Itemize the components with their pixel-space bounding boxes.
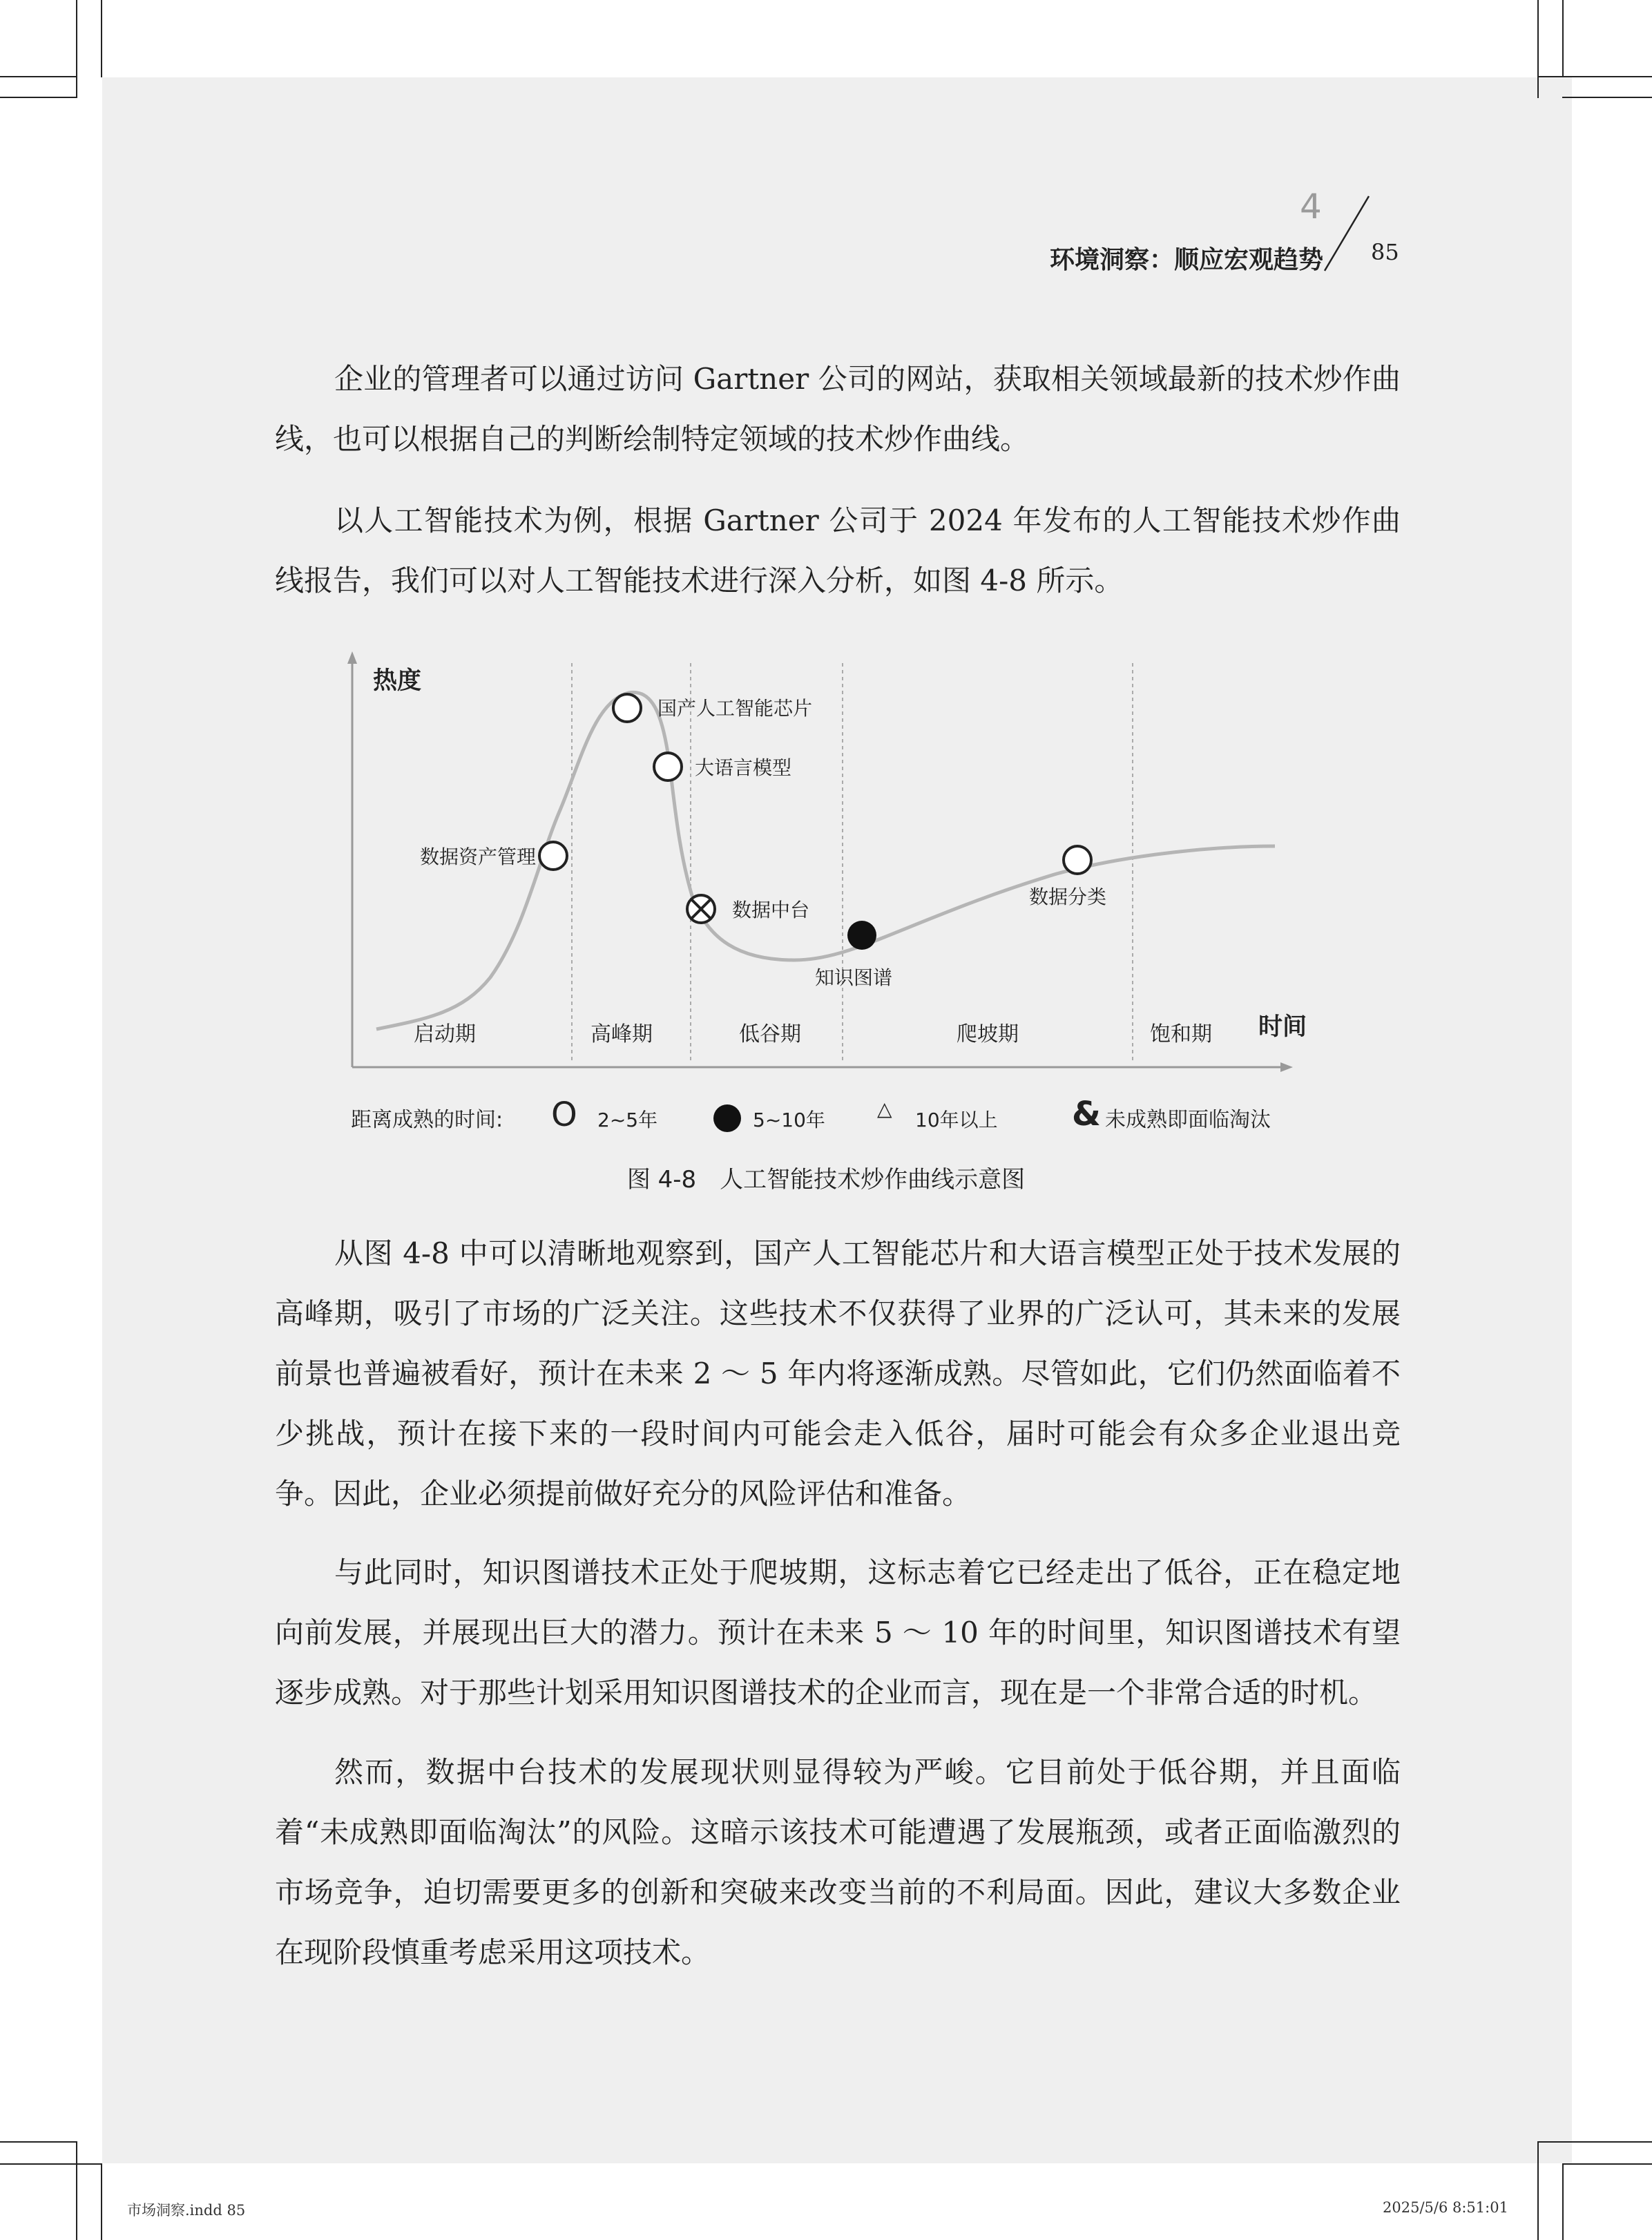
crop-mark	[0, 76, 76, 77]
phase-label: 饱和期	[1150, 1022, 1212, 1046]
crop-mark	[0, 2163, 102, 2165]
tech-label: 大语言模型	[695, 756, 792, 779]
y-axis-label: 热度	[373, 667, 422, 695]
crop-mark	[1562, 0, 1564, 77]
crop-mark	[1537, 2141, 1652, 2143]
legend-symbol-triangle: △	[877, 1098, 892, 1120]
crop-mark	[1537, 76, 1652, 77]
marker-domestic-ai-chip	[613, 694, 641, 722]
hype-cycle-chart	[325, 646, 1333, 1150]
y-axis-arrow	[347, 651, 357, 664]
crop-mark	[1537, 2141, 1539, 2240]
tech-label: 数据中台	[732, 899, 810, 921]
crop-mark	[76, 2141, 77, 2240]
crop-mark	[101, 2163, 102, 2240]
legend-symbol-filled-circle	[713, 1104, 741, 1132]
paragraph-1: 企业的管理者可以通过访问 Gartner 公司的网站，获取相关领域最新的技术炒作曲线，也可以根据自己的判断绘制特定领域的技术炒作曲线。	[275, 362, 1401, 456]
legend-label: 2~5年	[597, 1109, 658, 1131]
paragraph-3: 从图 4-8 中可以清晰地观察到，国产人工智能芯片和大语言模型正处于技术发展的高峰期，吸引了市场的广泛关注。这些技术不仅获得了业界的广泛认可，其未来的发展前景也普遍被看好，预计在未来 2 ～ 5 年内将逐渐成熟。尽管如此，它们仍然面临着不少挑战，预计在接下来的一段时间内可能会走入低谷，届时可能会有众多企业退出竞争。因此，企业必须提前做好充分的风险评估和准备。	[275, 1236, 1401, 1511]
paragraph-2: 以人工智能技术为例，根据 Gartner 公司于 2024 年发布的人工智能技术炒作曲线报告，我们可以对人工智能技术进行深入分析，如图 4-8 所示。	[275, 504, 1401, 597]
legend-symbol-ampersand: &	[1072, 1095, 1101, 1133]
header-slash	[1319, 193, 1374, 276]
tech-label: 数据分类	[1029, 886, 1107, 908]
legend-title: 距离成熟的时间:	[351, 1108, 503, 1132]
x-axis-label: 时间	[1258, 1013, 1307, 1041]
legend-label: 5~10年	[753, 1109, 825, 1131]
paragraph-4: 与此同时，知识图谱技术正处于爬坡期，这标志着它已经走出了低谷，正在稳定地向前发展，并展现出巨大的潜力。预计在未来 5 ～ 10 年的时间里，知识图谱技术有望逐步成熟。对于那些计划采用知识图谱技术的企业而言，现在是一个非常合适的时机。	[275, 1555, 1401, 1710]
figure-caption: 图 4-8 人工智能技术炒作曲线示意图	[626, 1166, 1026, 1194]
page-number: 85	[1371, 239, 1399, 265]
legend-label: 10年以上	[915, 1109, 998, 1131]
crop-mark	[0, 97, 76, 98]
marker-knowledge-graph	[847, 921, 876, 950]
crop-mark	[0, 2141, 77, 2143]
chapter-title: 环境洞察：顺应宏观趋势	[1050, 246, 1324, 274]
footer-file: 市场洞察.indd 85	[127, 2202, 246, 2219]
crop-mark	[1562, 2163, 1652, 2165]
crop-mark	[1562, 2163, 1564, 2240]
phase-label: 启动期	[414, 1022, 476, 1046]
phase-label: 爬坡期	[957, 1022, 1019, 1046]
crop-mark	[1562, 97, 1652, 98]
x-axis-arrow	[1280, 1062, 1293, 1072]
tech-label: 知识图谱	[815, 966, 893, 989]
marker-data-middle-platform	[687, 895, 715, 923]
phase-label: 低谷期	[739, 1022, 801, 1046]
crop-mark	[101, 0, 102, 77]
legend-label: 未成熟即面临淘汰	[1105, 1108, 1271, 1132]
paragraph-5: 然而，数据中台技术的发展现状则显得较为严峻。它目前处于低谷期，并且面临着“未成熟即面临淘汰”的风险。这暗示该技术可能遭遇了发展瓶颈，或者正面临激烈的市场竞争，迫切需要更多的创新和突破来改变当前的不利局面。因此，建议大多数企业在现阶段慎重考虑采用这项技术。	[275, 1755, 1401, 1969]
crop-mark	[76, 0, 77, 98]
tech-label: 数据资产管理	[419, 845, 536, 868]
crop-mark	[1537, 0, 1539, 98]
marker-data-classification	[1064, 846, 1091, 874]
marker-llm	[654, 753, 682, 781]
phase-label: 高峰期	[590, 1022, 653, 1046]
tech-label: 国产人工智能芯片	[657, 697, 813, 720]
marker-data-asset-management	[539, 842, 567, 870]
footer-timestamp: 2025/5/6 8:51:01	[1383, 2199, 1508, 2216]
chapter-number: 4	[1300, 186, 1322, 227]
legend-symbol-open-circle: O	[551, 1095, 577, 1134]
